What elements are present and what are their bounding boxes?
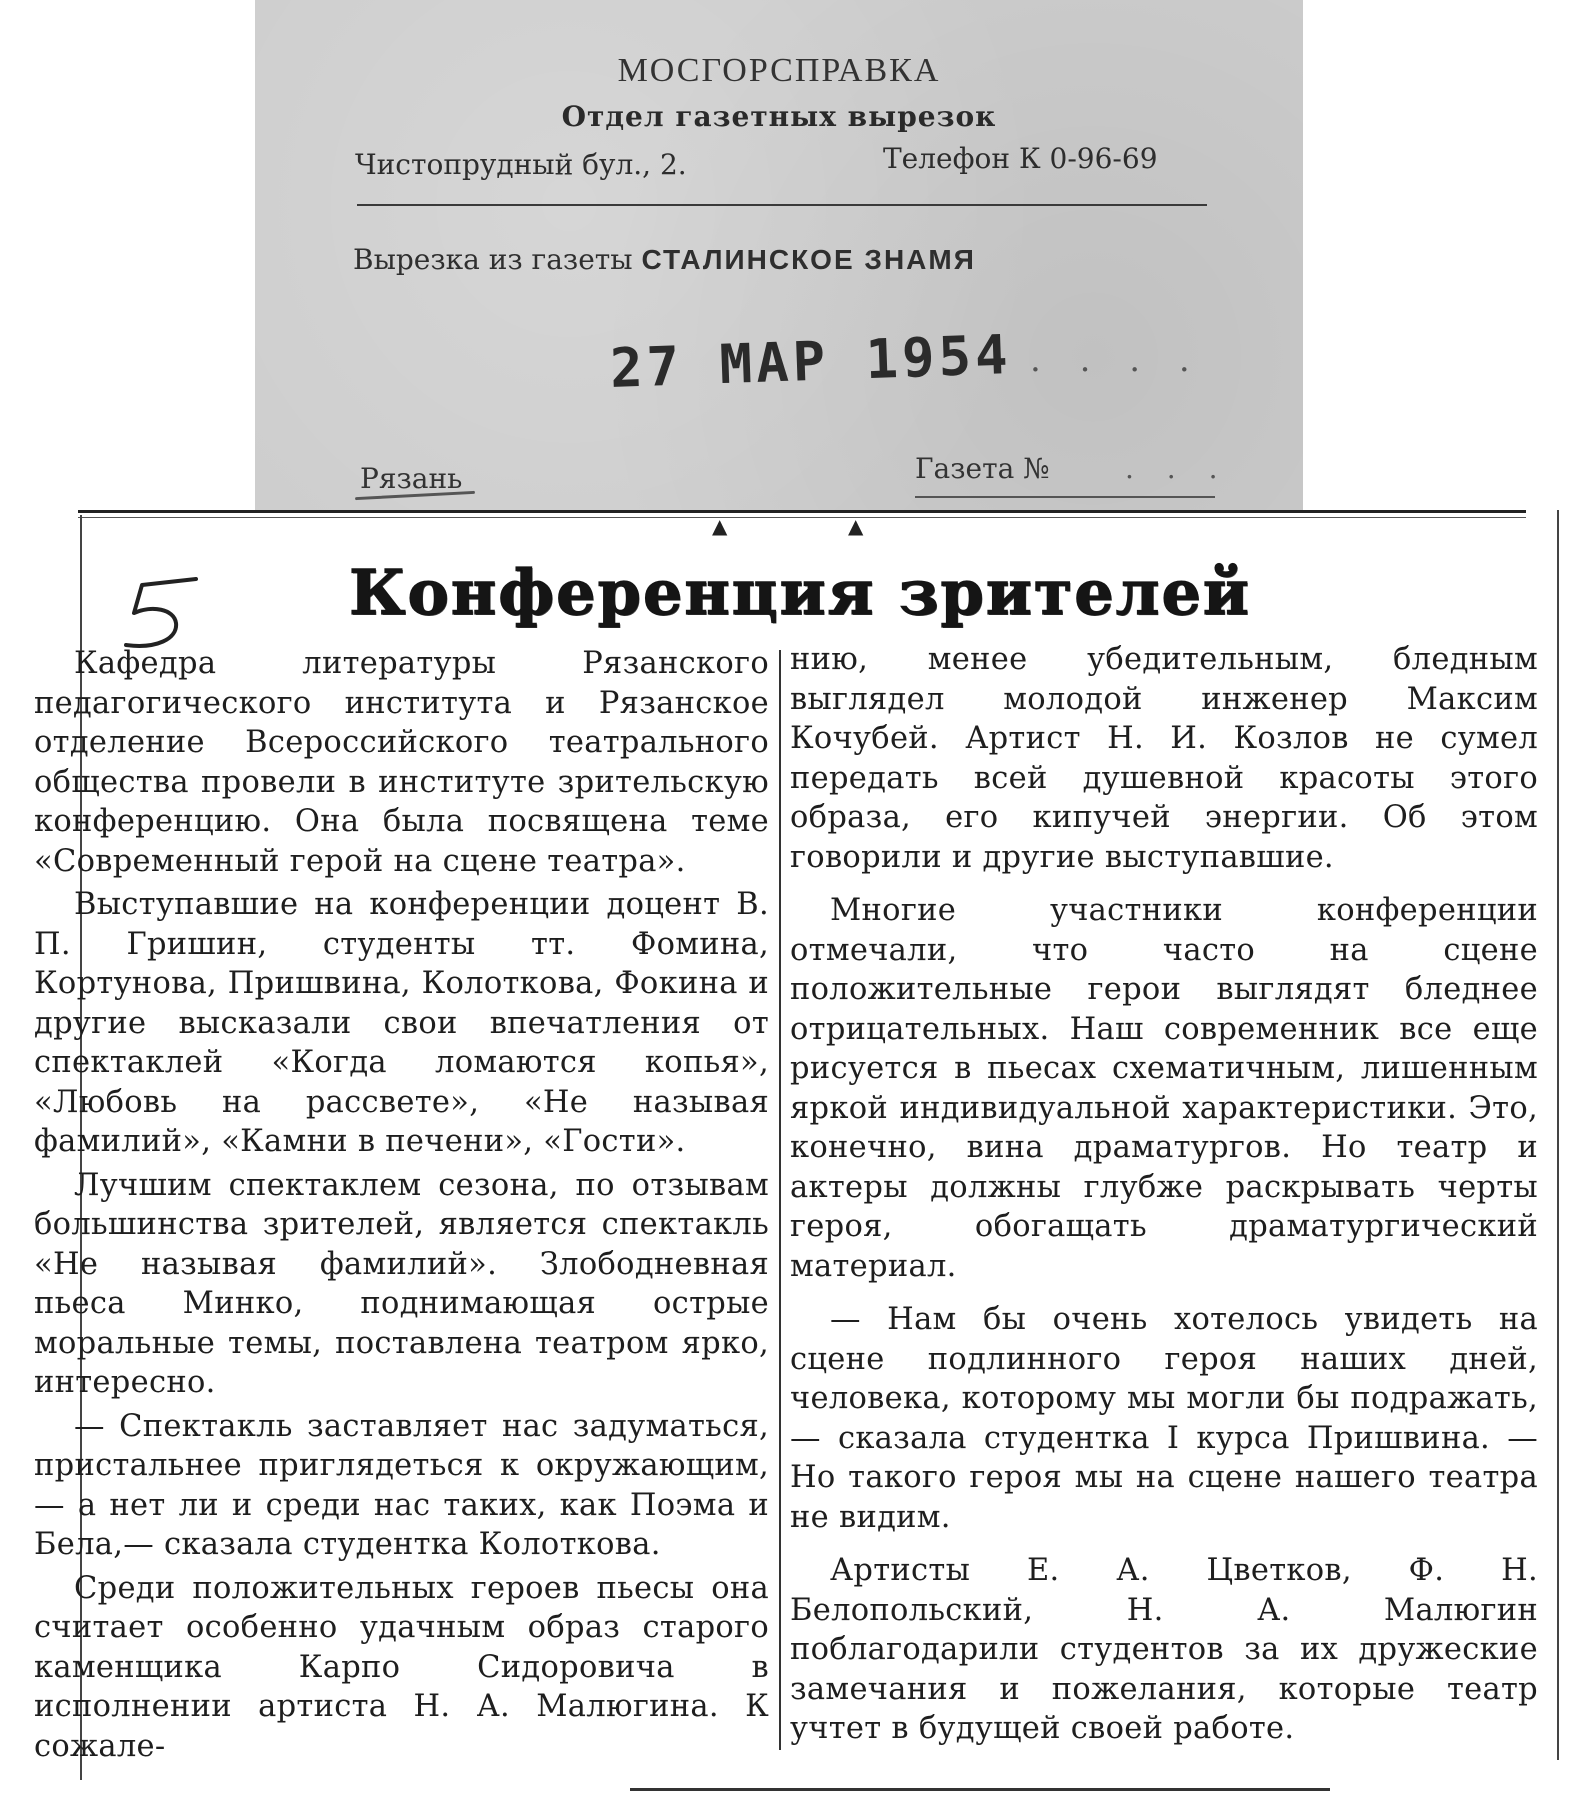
- paper-number-label: Газета №: [915, 452, 1050, 485]
- paragraph: Лучшим спектаклем сезона, по отзывам большинства зрителей, является спектакль «Не называя фамилий». Злободневная пьеса Минко, поднимающая острые моральные темы, поставлена театром ярко, интересно.: [34, 1167, 769, 1400]
- article-left-column: [34, 644, 769, 1770]
- paragraph: нию, менее убедительным, бледным выглядел молодой инженер Максим Кочубей. Артист Н. И. Козлов не сумел передать всей душевной красоты этого образа, его кипучей энергии. Об этом говорили и другие выступавшие.: [790, 642, 1538, 875]
- article-right-column: [790, 640, 1538, 1753]
- date-stamp: 27 МАР 1954: [609, 323, 1013, 400]
- ornament-mark: ▲: [712, 514, 728, 538]
- slip-divider: [357, 204, 1207, 206]
- stamp-dots: . . . .: [1030, 340, 1204, 380]
- department-name: Отдел газетных вырезок: [561, 100, 997, 133]
- paper-number-underline: [915, 496, 1215, 498]
- clipping-bureau-slip: [255, 0, 1303, 510]
- city-name: Рязань: [360, 462, 463, 495]
- handwritten-number-mark: [108, 565, 218, 655]
- clipping-top-border-inner: [78, 517, 1526, 518]
- column-divider: [779, 650, 781, 1750]
- clipping-right-border: [1557, 510, 1559, 1760]
- paragraph: — Спектакль заставляет нас задуматься, пристальнее приглядеться к окружающим,— а нет ли и среди нас таких, как Поэма и Бела,— сказала студентка Колоткова.: [34, 1408, 769, 1562]
- paper-number-dots: . . .: [1125, 452, 1230, 485]
- paragraph: Многие участники конференции отмечали, что часто на сцене положительные герои выглядят бледнее отрицательных. Наш современник все еще рисуется в пьесах схематичным, лишенным яркой индивидуальной характеристики. Это, конечно, вина драматургов. Но театр и актеры должны глубже раскрывать черты героя, обогащать драматургический материал.: [790, 893, 1538, 1284]
- paragraph: Среди положительных героев пьесы она считает особенно удачным образ старого каменщика Карпо Сидоровича в исполнении артиста Н. А. Малюгина. К сожале-: [34, 1570, 769, 1764]
- phone-number: Телефон К 0-96-69: [883, 142, 1158, 175]
- source-label: Вырезка из газеты: [353, 243, 633, 276]
- clipping-top-border: [78, 510, 1526, 513]
- clipping-bottom-border: [630, 1788, 1330, 1791]
- paragraph: Кафедра литературы Рязанского педагогического института и Рязанское отделение Всероссийского театрального общества провели в институте зрительскую конференцию. Она была посвящена теме «Современный герой на сцене театра».: [34, 646, 769, 879]
- newspaper-name: СТАЛИНСКОЕ ЗНАМЯ: [641, 244, 976, 275]
- newspaper-source: [353, 243, 976, 276]
- paragraph: Артисты Е. А. Цветков, Ф. Н. Белопольский, Н. А. Малюгин поблагодарили студентов за их дружеские замечания и пожелания, которые театр учтет в будущей своей работе.: [790, 1553, 1538, 1746]
- article-title: Конференция зрителей: [349, 556, 1251, 629]
- paragraph: — Нам бы очень хотелось увидеть на сцене подлинного героя наших дней, человека, которому мы могли бы подражать, — сказала студентка I курса Пришвина. — Но такого героя мы на сцене нашего театра не видим.: [790, 1302, 1538, 1535]
- paragraph: Выступавшие на конференции доцент В. П. Гришин, студенты тт. Фомина, Кортунова, Пришвина, Колоткова, Фокина и другие высказали свои впечатления от спектаклей «Когда ломаются копья», «Любовь на рассвете», «Не называя фамилий», «Камни в печени», «Гости».: [34, 887, 769, 1159]
- organization-name: МОСГОРСПРАВКА: [617, 52, 941, 89]
- handwritten-mark-text: 5: [108, 565, 109, 566]
- address: Чистопрудный бул., 2.: [355, 148, 687, 181]
- ornament-mark: ▲: [848, 514, 864, 538]
